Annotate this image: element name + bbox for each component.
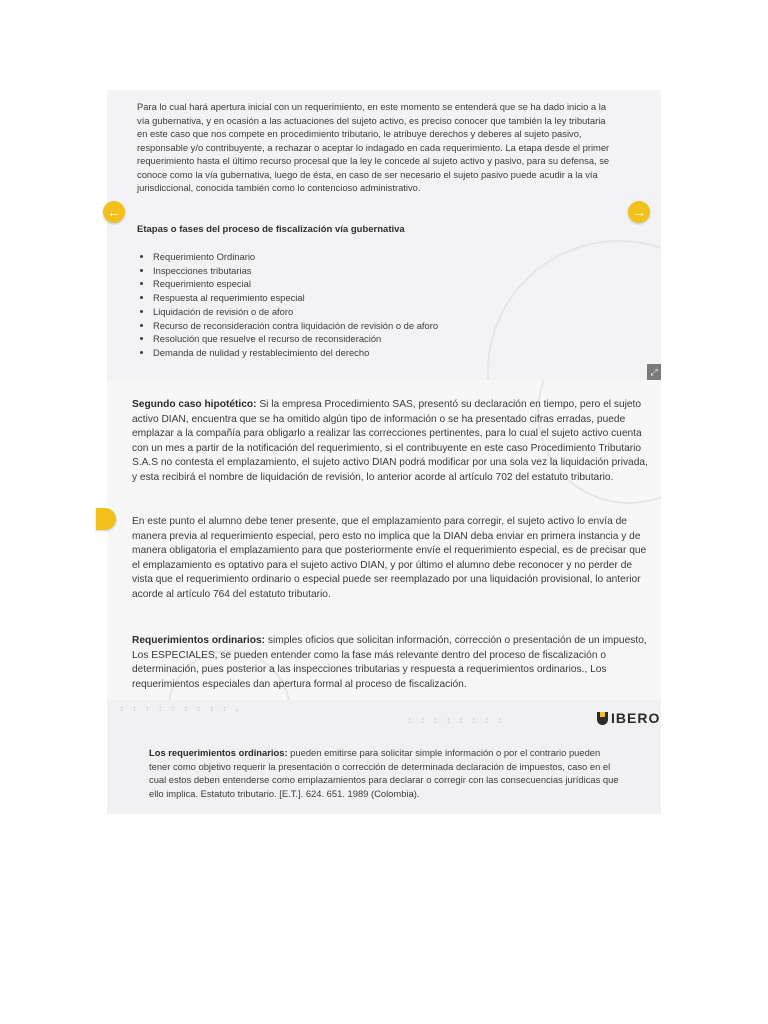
slide-panel-1 [107, 90, 661, 380]
ordinary-requirements-paragraph [132, 634, 652, 692]
list-item: • Demanda de nulidad y restablecimiento del derecho [153, 346, 438, 360]
stages-heading: Etapas o fases del proceso de fiscalización vía gubernativa [137, 224, 405, 235]
arrow-left-icon: ← [107, 204, 121, 220]
second-case-paragraph [132, 398, 652, 486]
ibero-logo [597, 710, 660, 726]
list-item: • Resolución que resuelve el recurso de reconsideración [153, 332, 438, 346]
stages-list [137, 250, 438, 360]
next-slide-button[interactable] [628, 201, 650, 223]
footnote-paragraph [149, 746, 619, 800]
ordinary-requirements-text: simples oficios que solicitan información, corrección o presentación de un impuesto, Los ESPECIALES, se pueden entender como la fase más relevante dentro del proceso de fiscalización o determinación, pues posterior a las inspecciones tributarias y respuesta a requerimientos ordinarios., Los requerimientos especiales dan apertura formal al proceso de fiscalización. [132, 635, 647, 690]
decorative-dots: : : : : : : : : : . [119, 704, 241, 714]
list-item: • Recurso de reconsideración contra liquidación de revisión o de aforo [153, 319, 438, 333]
expand-icon: ⤢ [650, 367, 658, 377]
list-item: • Respuesta al requerimiento especial [153, 291, 438, 305]
ibero-logo-icon [597, 712, 608, 725]
footnote-text: pueden emitirse para solicitar simple información o por el contrario pueden tener como objetivo requerir la presentación o corrección de determinada declaración de impuestos, caso en el cual estos deben entenderse como emplazamientos para declarar o corregir con las consecuencias jurídicas que ello implica. Estatuto tributario. [E.T.]. 624. 651. 1989 (Colombia). [149, 747, 619, 799]
second-case-label: Segundo caso hipotético: [132, 399, 257, 410]
list-item: • Inspecciones tributarias [153, 264, 438, 278]
decorative-curve [487, 240, 661, 380]
list-item: • Requerimiento Ordinario [153, 250, 438, 264]
second-case-text: Si la empresa Procedimiento SAS, presentó su declaración en tiempo, pero el sujeto activo DIAN, encuentra que se ha omitido algún tipo de información o se ha presentado cifras erradas, puede emplazar a la compañía para obligarlo a realizar las correcciones pertinentes, para lo cual el sujeto activo cuenta con un mes a partir de la notificación del requerimiento, si el contribuyente en este caso Procedimiento Tributario S.A.S no contesta el emplazamiento, el sujeto activo DIAN podrá modificar por una sola vez la liquidación privada, y esta recibirá el nombre de liquidación de revisión, lo anterior acorde al artículo 702 del estatuto tributario. [132, 399, 648, 483]
expand-button[interactable] [647, 364, 661, 380]
decorative-dots: : : : : : : : : [407, 716, 504, 726]
list-item: • Requerimiento especial [153, 277, 438, 291]
note-paragraph: En este punto el alumno debe tener presente, que el emplazamiento para corregir, el sujeto activo lo envía de manera previa al requerimiento especial, pero esto no implica que la DIAN deba enviar en primera instancia y de manera obligatoria el emplazamiento para que posteriormente envíe el requerimiento especial, es de precisar que el emplazamiento es optativo para el sujeto activo DIAN, y por último el alumno debe reconocer y no perder de vista que el requerimiento ordinario o especial puede ser reemplazado por una liquidación provisional, lo anterior acorde al artículo 764 del estatuto tributario. [132, 516, 647, 600]
previous-slide-button[interactable] [103, 201, 125, 223]
list-item: • Liquidación de revisión o de aforo [153, 305, 438, 319]
slide-panel-3 [107, 700, 661, 814]
arrow-right-icon: → [632, 204, 646, 220]
logo-text: IBERO [611, 710, 661, 726]
slide-panel-2 [107, 380, 661, 700]
footnote-label: Los requerimientos ordinarios: [149, 747, 288, 758]
intro-paragraph: Para lo cual hará apertura inicial con un requerimiento, en este momento se entenderá que se ha dado inicio a la vía gubernativa, y en ocasión a las actuaciones del sujeto activo, es preciso conocer que también la ley tributaria en este caso que nos compete en procedimiento tributario, le atribuye derechos y deberes al sujeto pasivo, responsable y/o contribuyente, a rechazar o aceptar lo indagado en cada requerimiento. La etapa desde el primer requerimiento hasta el último recurso procesal que la ley le concede al sujeto activo y pasivo, para su defensa, se conoce como la vía gubernativa, luego de ésta, en caso de ser necesario el sujeto pasivo puede acudir a la vía jurisdiccional, conocida también como lo contencioso administrativo. [137, 101, 610, 193]
ordinary-requirements-label: Requerimientos ordinarios: [132, 635, 266, 646]
